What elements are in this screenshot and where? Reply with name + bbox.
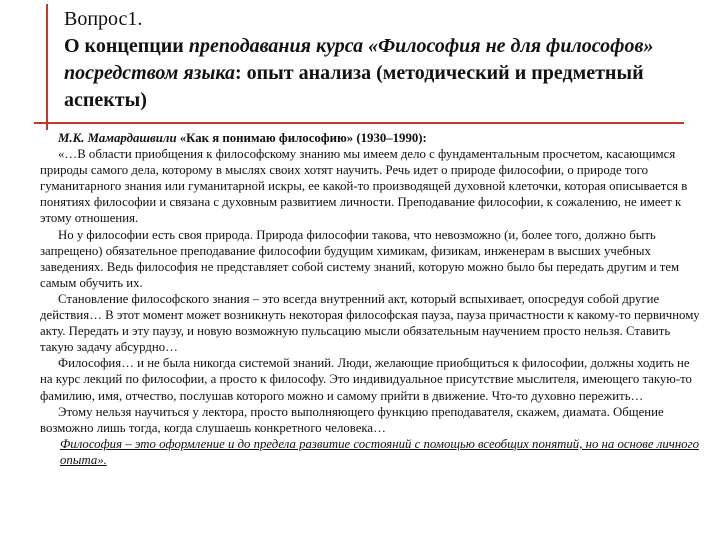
red-horizontal-rule bbox=[34, 122, 684, 124]
quote-work: «Как я понимаю философию» (1930–1990): bbox=[176, 131, 427, 145]
quote-paragraph-1: «…В области приобщения к философскому знанию мы имеем дело с фундаментальным просчетом, касающимся природы самого дела, которому в мыслях своих хотят научить. Речь идет о природе философии, о природе того гуманитарного знания или гуманитарной искры, ее какой-то производящей духовной клеточки, которая описывается в понятиях философии и связана с духовным развитием личности. Преподавание философии, к сожалению, не имеет к этому отношения. bbox=[40, 147, 688, 226]
quote-attribution bbox=[40, 130, 700, 146]
title-part-3: : опыт анализа (методический и предметный аспекты) bbox=[64, 62, 644, 111]
quote-paragraph-3: Становление философского знания – это всегда внутренний акт, который вспыхивает, опосредуя собой другие действия… В этот момент может возникнуть некоторая философская пауза, пауза причастности к какому-то первичному акту. Передать и эту паузу, и новую возможную пульсацию мысли обязательным научением просто нельзя. Ставить такую задачу абсурдно… bbox=[40, 291, 700, 355]
question-label: Вопрос1. bbox=[64, 8, 143, 30]
title-part-1: О концепции bbox=[64, 35, 189, 57]
red-vertical-rule bbox=[46, 4, 48, 130]
quote-author: М.К. Мамардашвили bbox=[58, 131, 177, 145]
quote-paragraph-5: Этому нельзя научиться у лектора, просто выполняющего функцию преподавателя, скажем, диамата. Общение возможно лишь тогда, когда слушаешь конкретного человека… bbox=[40, 404, 664, 435]
quote-paragraph-4: Философия… и не была никогда системой знаний. Люди, желающие приобщиться к философии, должны ходить не на курс лекций по философии, а просто к философу. Это индивидуальное присутствие мыслителя, имеющего такую-то фамилию, имя, отчество, послушав которого можно и самому прийти в движение. Что-то духовно пережить… bbox=[40, 356, 692, 403]
title-part-2: преподавания курса «Философия не для философов» посредством языка bbox=[64, 35, 654, 84]
quote-body bbox=[40, 130, 700, 468]
quote-paragraph-2: Но у философии есть своя природа. Природа философии такова, что невозможно (и, более того, должно быть запрещено) обязательное преподавание философии будущим химикам, физикам, инженерам в высших учебных заведениях. Ведь философия не представляет собой систему знаний, которую можно было бы передать другим и тем самым обучить их. bbox=[40, 227, 680, 290]
slide-header bbox=[64, 6, 704, 114]
quote-closing: Философия – это оформление и до предела развитие состояний с помощью всеобщих понятий, но на основе личного опыта». bbox=[60, 436, 699, 467]
